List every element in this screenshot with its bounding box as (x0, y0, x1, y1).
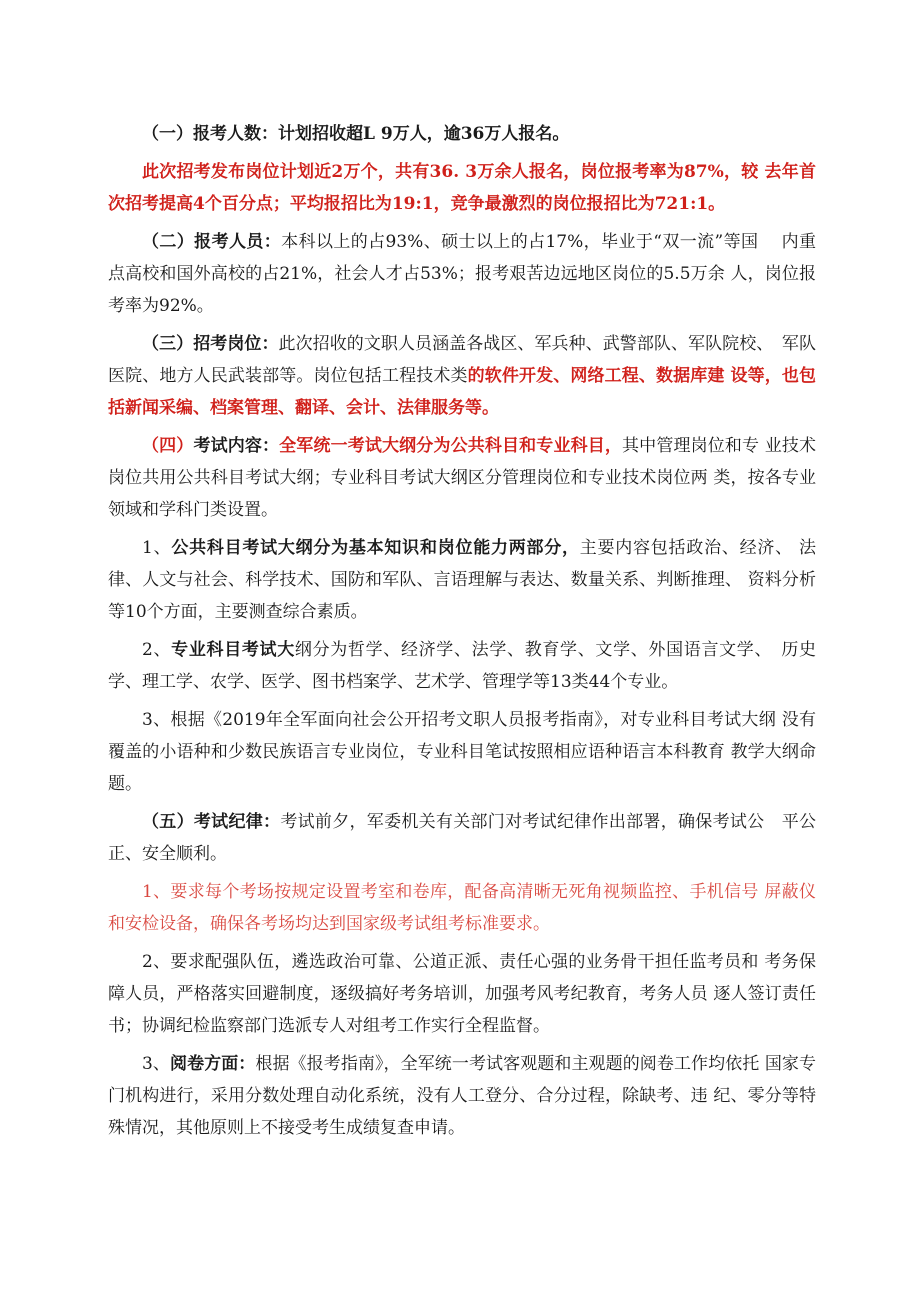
section-3-text: 此次招收的文职人员涵盖各战区、军兵种、武警部队、军队院校、 军队医院、地方人民武装部等。岗位包括工程技术类 (108, 334, 817, 386)
section-4-highlight: 全军统一考试大纲分为公共科目和专业科目， (279, 436, 623, 456)
section-3-paragraph (108, 328, 816, 424)
section-3-highlight: 的软件开发、网络工程、数据库建 设等，也包括新闻采编、档案管理、翻译、会计、法律服务等。 (108, 366, 817, 418)
section-2-text: 本科以上的占93%、硕士以上的占17%，毕业于“双一流”等国 内重点高校和国外高校的占21%，社会人才占53%；报考艰苦边远地区岗位的5.5万余 人，岗位报考率为92%。 (108, 232, 817, 316)
item-bold-text: 专业科目考试大 (171, 640, 295, 660)
section-3-heading: （三）招考岗位： (142, 334, 279, 354)
item-number: 2、 (142, 640, 172, 660)
item-number: 1、 (142, 882, 171, 902)
section-5-item-2 (108, 946, 816, 1042)
item-number: 3、 (142, 1054, 170, 1074)
item-text: 要求配强队伍，遴选政治可靠、公道正派、责任心强的业务骨干担任监考员和 考务保障人员，严格落实回避制度，逐级搞好考务培训，加强考风考纪教育，考务人员 逐人签订责任书；协调纪检监察部门选派专人对组考工作实行全程监督。 (108, 952, 816, 1036)
section-1-detail: 此次招考发布岗位计划近2万个，共有36. 3万余人报名，岗位报考率为87%，较 去年首次招考提高4个百分点；平均报招比为19:1，竞争最激烈的岗位报招比为721:1。 (108, 162, 816, 214)
item-text: 根据《2019年全军面向社会公开招考文职人员报考指南》，对专业科目考试大纲 没有覆盖的小语种和少数民族语言专业岗位，专业科目笔试按照相应语种语言本科教育 教学大纲命题。 (108, 710, 816, 794)
section-2-paragraph (108, 226, 816, 322)
section-4-item-1 (108, 532, 816, 628)
section-4-paragraph (108, 430, 816, 526)
section-4-item-3 (108, 704, 816, 800)
section-5-heading: （五）考试纪律： (142, 812, 281, 832)
section-1-heading: （一）报考人数：计划招收超L 9万人，逾36万人报名。 (142, 124, 570, 144)
item-text: 根据《报考指南》，全军统一考试客观题和主观题的阅卷工作均依托 国家专门机构进行，采用分数处理自动化系统，没有人工登分、合分过程，除缺考、违 纪、零分等特殊情况，其他原则上不接受考生成绩复查申请。 (108, 1054, 817, 1138)
section-5-paragraph (108, 806, 816, 870)
item-text: 主要内容包括政治、经济、 法律、人文与社会、科学技术、国防和军队、言语理解与表达、数量关系、判断推理、 资料分析等10个方面，主要测查综合素质。 (108, 538, 817, 622)
item-bold-text: 公共科目考试大纲分为基本知识和岗位能力两部分， (171, 538, 580, 558)
section-4-heading-num: （四） (142, 436, 194, 456)
item-text: 要求每个考场按规定设置考室和卷库，配备高清晰无死角视频监控、手机信号 屏蔽仪和安检设备，确保各考场均达到国家级考试组考标准要求。 (108, 882, 816, 934)
item-number: 2、 (142, 952, 171, 972)
section-5-text: 考试前夕，军委机关有关部门对考试纪律作出部署，确保考试公 平公正、安全顺利。 (108, 812, 817, 864)
section-5-item-1 (108, 876, 816, 940)
item-number: 1、 (142, 538, 172, 558)
item-text: 纲分为哲学、经济学、法学、教育学、文学、外国语言文学、 历史学、理工学、农学、医学、图书档案学、艺术学、管理学等13类44个专业。 (108, 640, 816, 692)
section-2-heading: （二）报考人员： (142, 232, 282, 252)
section-4-heading-label: 考试内容： (193, 436, 280, 456)
section-4-text: 其中管理岗位和专 业技术岗位共用公共科目考试大纲；专业科目考试大纲区分管理岗位和专业技术岗位两 类，按各专业领域和学科门类设置。 (108, 436, 817, 520)
item-bold-text: 阅卷方面： (169, 1054, 256, 1074)
item-number: 3、 (142, 710, 171, 730)
section-5-item-3 (108, 1048, 816, 1144)
section-4-item-2 (108, 634, 816, 698)
